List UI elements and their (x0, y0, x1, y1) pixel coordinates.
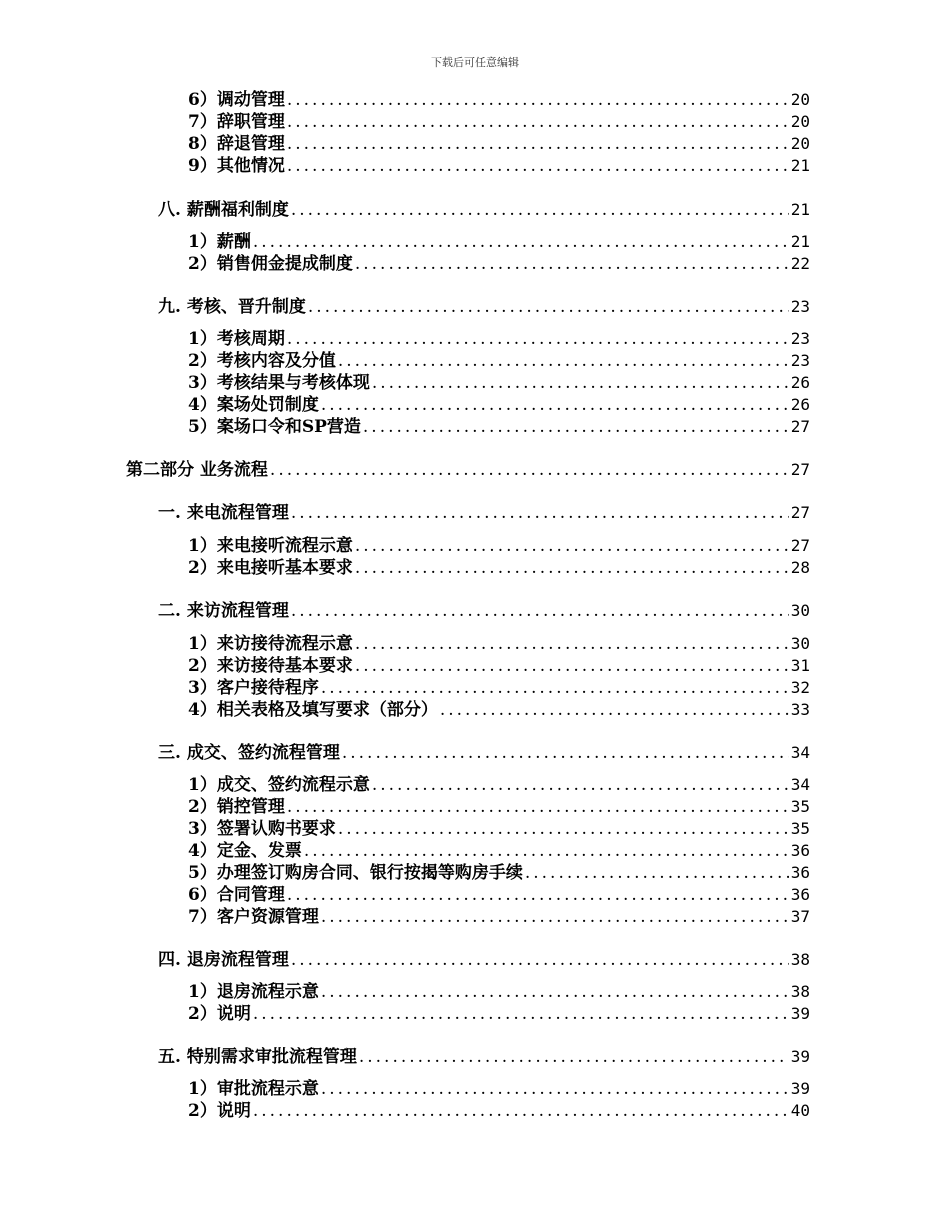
toc-entry[interactable] (188, 556, 810, 578)
toc-leader-dots (363, 417, 789, 437)
toc-entry[interactable] (188, 1002, 810, 1024)
toc-leader-dots (291, 200, 789, 220)
toc-entry-page: 35 (790, 797, 810, 816)
toc-entry[interactable] (158, 599, 810, 621)
toc-entry-page: 39 (790, 1004, 810, 1023)
toc-entry-page: 23 (790, 297, 810, 316)
toc-entry[interactable] (188, 371, 810, 393)
toc-entry-title: 2）销控管理 (188, 797, 285, 817)
toc-entry-title: 2）说明 (188, 1101, 251, 1121)
toc-entry[interactable] (158, 948, 810, 970)
toc-entry-page: 21 (790, 200, 810, 219)
toc-entry-page: 21 (790, 232, 810, 251)
toc-entry-title: 1）薪酬 (188, 232, 251, 252)
toc-leader-dots (287, 797, 789, 817)
toc-entry-page: 22 (790, 254, 810, 273)
toc-entry[interactable] (188, 132, 810, 154)
toc-entry[interactable] (188, 905, 810, 927)
toc-entry-page: 26 (790, 373, 810, 392)
toc-entry-title: 2）销售佣金提成制度 (188, 254, 353, 274)
toc-leader-dots (355, 558, 789, 578)
toc-entry-page: 21 (790, 156, 810, 175)
toc-leader-dots (287, 329, 789, 349)
toc-entry-page: 27 (790, 503, 810, 522)
toc-entry[interactable] (188, 883, 810, 905)
toc-leader-dots (355, 254, 789, 274)
toc-entry-page: 36 (790, 885, 810, 904)
toc-leader-dots (440, 700, 789, 720)
toc-entry-title: 4）相关表格及填写要求（部分） (188, 700, 438, 720)
toc-entry-page: 36 (790, 863, 810, 882)
toc-entry[interactable] (188, 839, 810, 861)
toc-entry-page: 35 (790, 819, 810, 838)
toc-entry-page: 36 (790, 841, 810, 860)
toc-entry-title: 7）客户资源管理 (188, 907, 319, 927)
toc-entry[interactable] (188, 154, 810, 176)
toc-leader-dots (253, 232, 789, 252)
toc-entry-page: 37 (790, 907, 810, 926)
toc-leader-dots (304, 841, 789, 861)
toc-leader-dots (287, 90, 789, 110)
toc-entry[interactable] (188, 327, 810, 349)
toc-entry[interactable] (188, 698, 810, 720)
toc-leader-dots (525, 863, 789, 883)
toc-entry-title: 4）定金、发票 (188, 841, 302, 861)
toc-entry-title: 7）辞职管理 (188, 112, 285, 132)
toc-entry[interactable] (188, 349, 810, 371)
toc-entry-title: 2）来访接待基本要求 (188, 656, 353, 676)
toc-entry-page: 20 (790, 90, 810, 109)
toc-entry-page: 39 (790, 1047, 810, 1066)
toc-entry-title: 1）成交、签约流程示意 (188, 775, 370, 795)
toc-entry[interactable] (188, 980, 810, 1002)
page-header: 下载后可任意编辑 (431, 56, 519, 69)
toc-entry-page: 34 (790, 775, 810, 794)
toc-entry-title: 6）合同管理 (188, 885, 285, 905)
toc-entry[interactable] (188, 817, 810, 839)
toc-entry[interactable] (188, 415, 810, 437)
toc-entry-title: 1）考核周期 (188, 329, 285, 349)
toc-entry-title: 2）说明 (188, 1004, 251, 1024)
toc-entry[interactable] (188, 773, 810, 795)
toc-entry-title: 2）考核内容及分值 (188, 351, 336, 371)
toc-leader-dots (321, 395, 789, 415)
toc-entry-title: 5）办理签订购房合同、银行按揭等购房手续 (188, 863, 523, 883)
toc-entry-page: 34 (790, 743, 810, 762)
toc-entry[interactable] (188, 393, 810, 415)
toc-leader-dots (291, 950, 789, 970)
toc-entry[interactable] (188, 1077, 810, 1099)
toc-entry[interactable] (158, 198, 810, 220)
toc-entry-page: 31 (790, 656, 810, 675)
toc-leader-dots (291, 601, 789, 621)
toc-entry-title: 1）来访接待流程示意 (188, 634, 353, 654)
toc-entry[interactable] (158, 501, 810, 523)
toc-entry-title: 6）调动管理 (188, 90, 285, 110)
toc-entry-title: 4）案场处罚制度 (188, 395, 319, 415)
toc-leader-dots (321, 982, 789, 1002)
toc-entry-page: 30 (790, 601, 810, 620)
toc-entry-page: 33 (790, 700, 810, 719)
toc-leader-dots (342, 743, 789, 763)
toc-entry-title: 二. 来访流程管理 (158, 601, 289, 621)
toc-entry-page: 39 (790, 1079, 810, 1098)
toc-leader-dots (270, 460, 789, 480)
toc-leader-dots (287, 134, 789, 154)
toc-entry[interactable] (158, 1045, 810, 1067)
toc-entry[interactable] (188, 534, 810, 556)
toc-leader-dots (359, 1047, 789, 1067)
toc-entry[interactable] (188, 795, 810, 817)
toc-entry-page: 23 (790, 351, 810, 370)
toc-entry-page: 26 (790, 395, 810, 414)
toc-leader-dots (291, 503, 789, 523)
toc-entry-page: 27 (790, 536, 810, 555)
toc-entry-title: 四. 退房流程管理 (158, 950, 289, 970)
toc-entry-page: 23 (790, 329, 810, 348)
toc-entry-title: 9）其他情况 (188, 156, 285, 176)
toc-entry-page: 27 (790, 460, 810, 479)
toc-entry[interactable] (188, 110, 810, 132)
toc-entry-page: 40 (790, 1101, 810, 1120)
toc-leader-dots (321, 907, 789, 927)
toc-entry-page: 38 (790, 950, 810, 969)
toc-entry-page: 38 (790, 982, 810, 1001)
toc-entry-title: 一. 来电流程管理 (158, 503, 289, 523)
toc-leader-dots (308, 297, 789, 317)
toc-entry-title: 2）来电接听基本要求 (188, 558, 353, 578)
toc-entry[interactable] (158, 295, 810, 317)
toc-entry-page: 20 (790, 112, 810, 131)
toc-entry[interactable] (126, 458, 810, 480)
toc-entry[interactable] (188, 88, 810, 110)
toc-entry[interactable] (188, 252, 810, 274)
toc-entry[interactable] (188, 861, 810, 883)
toc-leader-dots (321, 1079, 789, 1099)
toc-entry-title: 8）辞退管理 (188, 134, 285, 154)
toc-entry[interactable] (188, 1099, 810, 1121)
toc-entry-title: 五. 特别需求审批流程管理 (158, 1047, 357, 1067)
toc-entry[interactable] (188, 654, 810, 676)
toc-leader-dots (338, 819, 789, 839)
toc-leader-dots (355, 634, 789, 654)
toc-leader-dots (287, 156, 789, 176)
toc-leader-dots (355, 536, 789, 556)
toc-entry[interactable] (188, 632, 810, 654)
toc-entry-title: 3）签署认购书要求 (188, 819, 336, 839)
toc-entry-page: 30 (790, 634, 810, 653)
toc-entry-title: 5）案场口令和SP营造 (188, 417, 361, 437)
toc-entry-title: 1）审批流程示意 (188, 1079, 319, 1099)
toc-leader-dots (253, 1101, 789, 1121)
toc-entry-page: 32 (790, 678, 810, 697)
toc-entry-page: 27 (790, 417, 810, 436)
toc-entry[interactable] (188, 676, 810, 698)
toc-leader-dots (253, 1004, 789, 1024)
toc-entry-page: 28 (790, 558, 810, 577)
toc-leader-dots (372, 775, 789, 795)
toc-entry-title: 三. 成交、签约流程管理 (158, 743, 340, 763)
toc-entry-title: 3）考核结果与考核体现 (188, 373, 370, 393)
toc-entry-title: 八. 薪酬福利制度 (158, 200, 289, 220)
toc-entry-page: 20 (790, 134, 810, 153)
toc-leader-dots (287, 112, 789, 132)
toc-leader-dots (338, 351, 789, 371)
toc-entry-title: 第二部分 业务流程 (126, 460, 268, 480)
toc-entry-title: 1）来电接听流程示意 (188, 536, 353, 556)
toc-entry[interactable] (158, 741, 810, 763)
toc-entry-title: 3）客户接待程序 (188, 678, 319, 698)
toc-leader-dots (287, 885, 789, 905)
toc-entry-title: 九. 考核、晋升制度 (158, 297, 306, 317)
toc-leader-dots (355, 656, 789, 676)
toc-leader-dots (372, 373, 789, 393)
toc-leader-dots (321, 678, 789, 698)
toc-entry-title: 1）退房流程示意 (188, 982, 319, 1002)
toc-entry[interactable] (188, 230, 810, 252)
